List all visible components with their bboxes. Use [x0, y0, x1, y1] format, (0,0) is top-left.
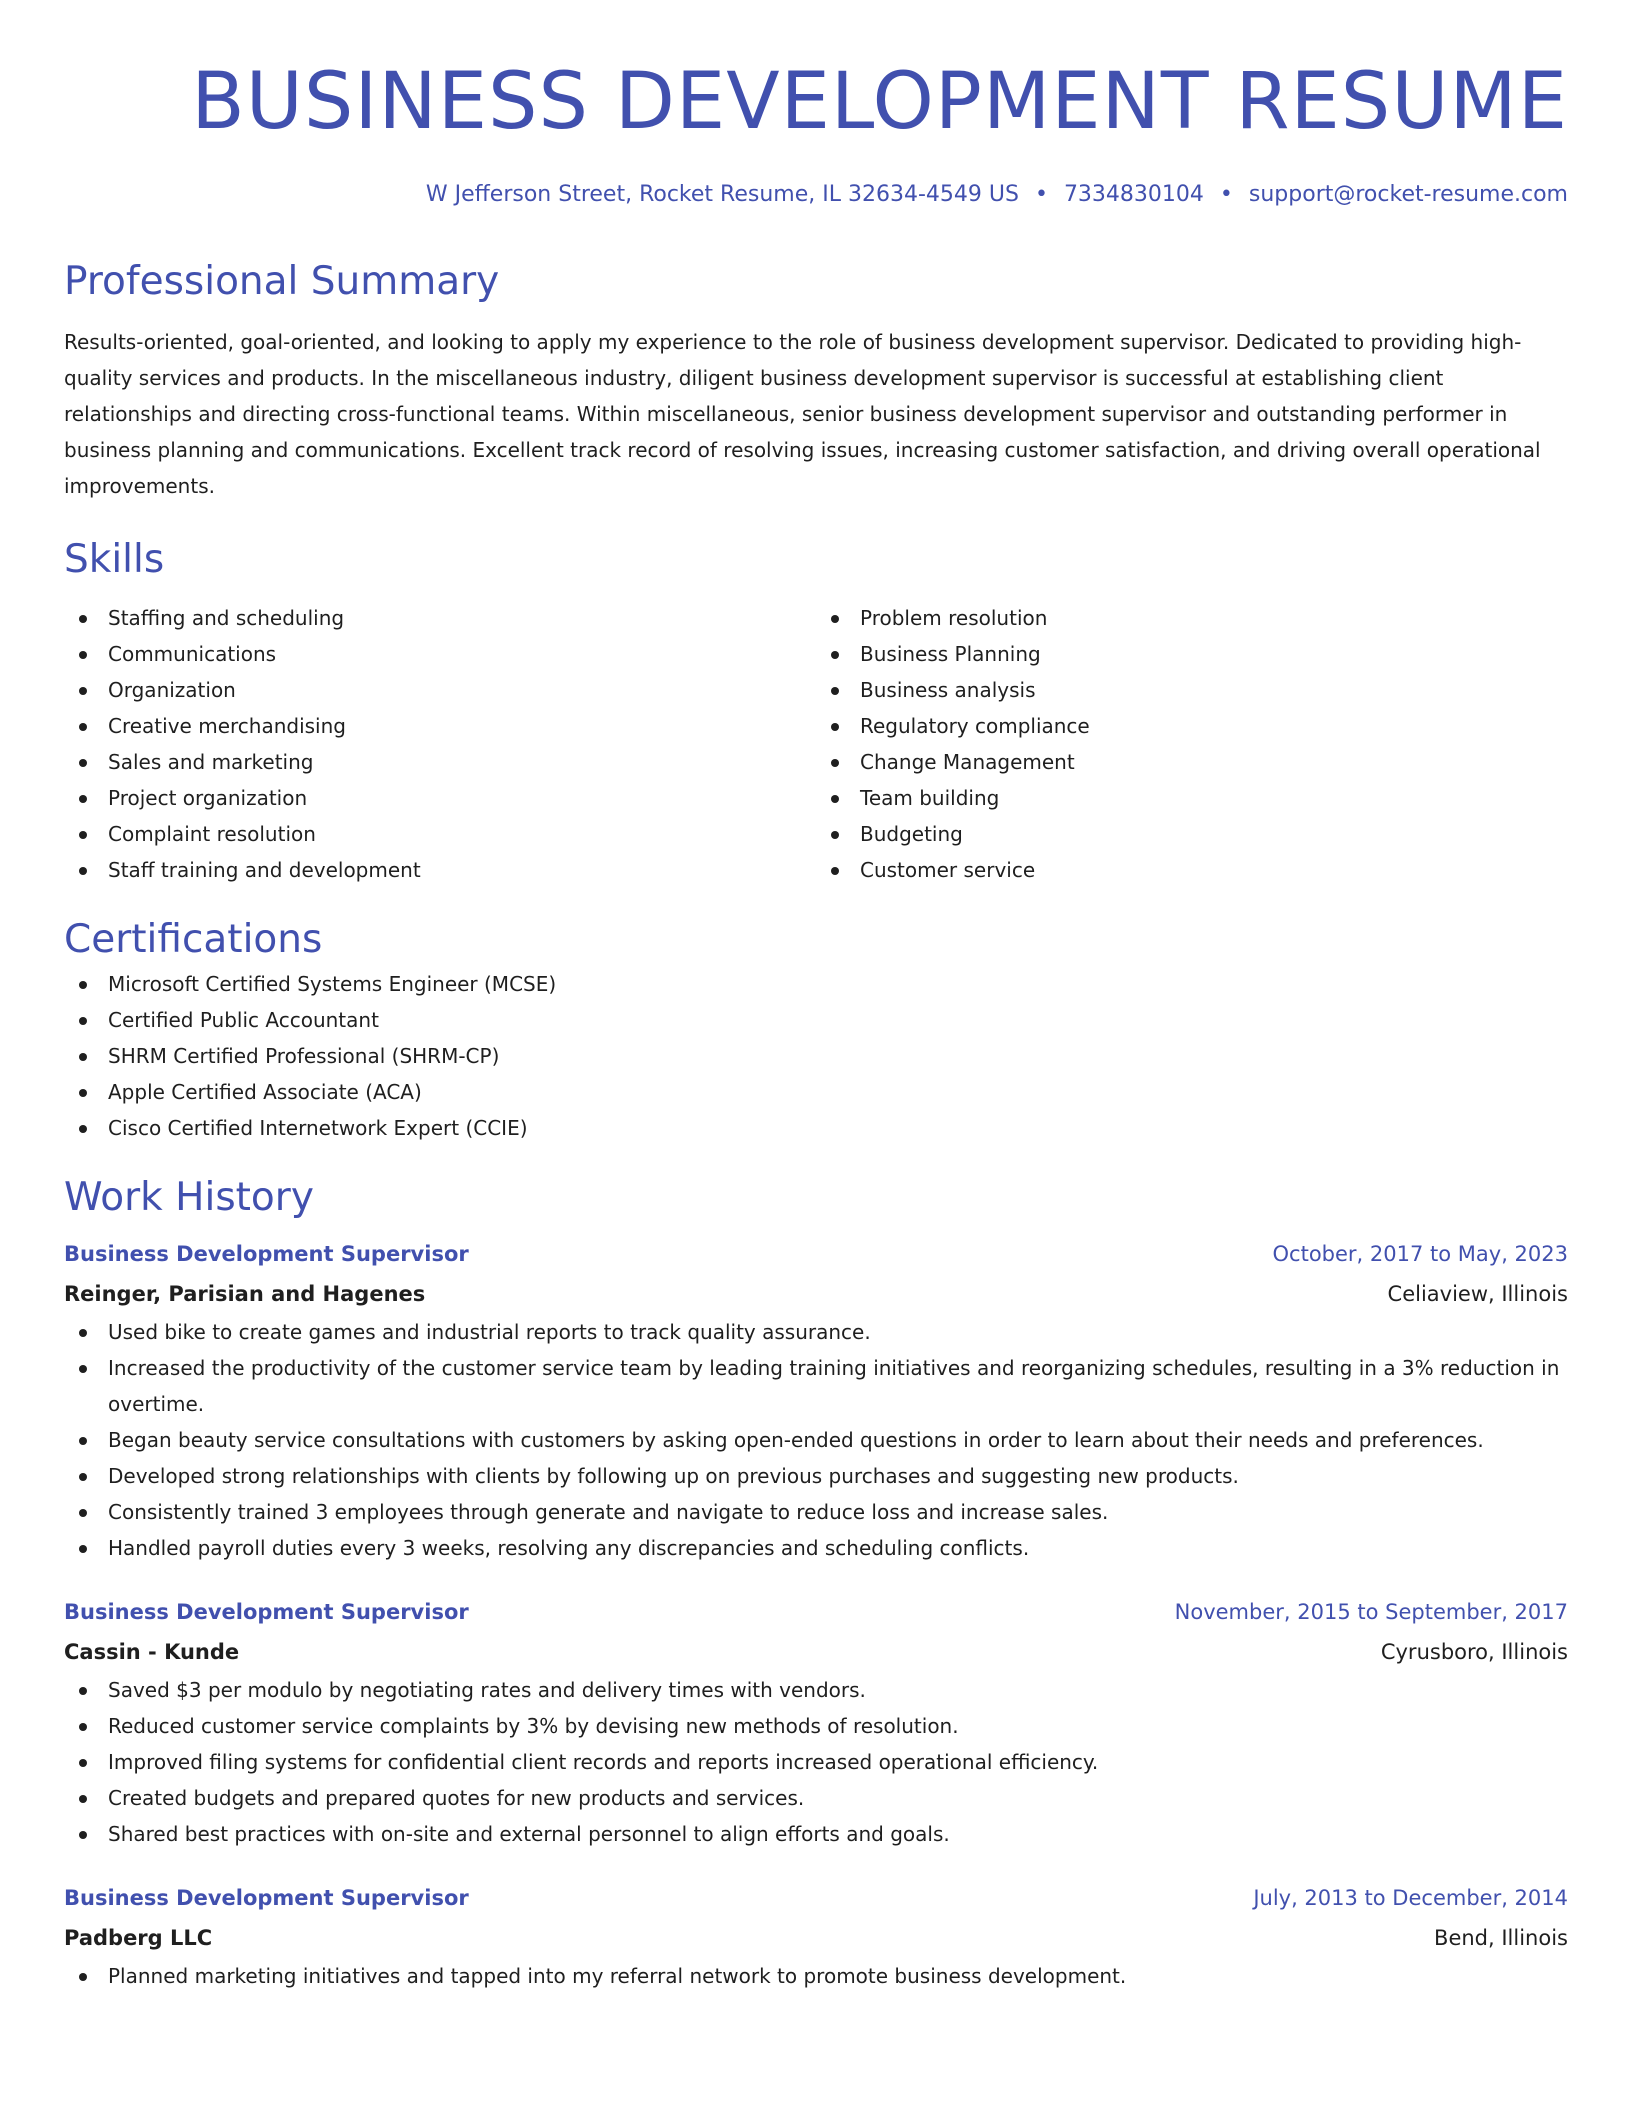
skills-heading: Skills: [64, 537, 165, 582]
bullet-icon: [831, 723, 839, 731]
certifications-list: [64, 966, 1568, 1146]
summary-text: Results-oriented, goal-oriented, and looking to apply my experience to the role of business development supervisor. Dedicated to providing high-quality services and products. In the miscellaneous industry, diligent business development supervisor is successful at establishing client relationships and directing cross-functional teams. Within miscellaneous, senior business development supervisor and outstanding performer in business planning and communications. Excellent track record of resolving issues, increasing customer satisfaction, and driving overall operational improvements.: [64, 330, 1541, 498]
skills-column-right: [816, 600, 1568, 888]
resume-page: [64, 0, 1568, 1994]
job-duties-list: [64, 1958, 1568, 1994]
bullet-icon: [831, 687, 839, 695]
skill-item: Budgeting: [816, 816, 1568, 852]
skill-item: Sales and marketing: [64, 744, 816, 780]
summary-heading: Professional Summary: [64, 259, 500, 304]
bullet-icon: [79, 1053, 87, 1061]
job-header-row: [64, 1592, 1568, 1632]
bullet-icon: [79, 723, 87, 731]
skills-list-left: [64, 600, 816, 888]
job-dates: November, 2015 to September, 2017: [1174, 1600, 1568, 1624]
bullet-icon: [831, 615, 839, 623]
bullet-icon: [79, 1125, 87, 1133]
bullet-icon: [79, 1437, 87, 1445]
job-location: Cyrusboro, Illinois: [1380, 1640, 1568, 1664]
bullet-icon: [79, 1831, 87, 1839]
job-duty-item: Shared best practices with on-site and external personnel to align efforts and goals.: [64, 1816, 1568, 1852]
bullet-icon: [79, 1473, 87, 1481]
bullet-icon: [79, 867, 87, 875]
resume-title: BUSINESS DEVELOPMENT RESUME: [191, 57, 1568, 147]
bullet-icon: [79, 831, 87, 839]
skill-item: Regulatory compliance: [816, 708, 1568, 744]
job-duty-item: Saved $3 per modulo by negotiating rates and delivery times with vendors.: [64, 1672, 1568, 1708]
skill-item: Team building: [816, 780, 1568, 816]
job-company: Padberg LLC: [64, 1926, 213, 1950]
job-duties-list: [64, 1672, 1568, 1852]
contact-email: support@rocket-resume.com: [1248, 182, 1568, 207]
job-header-row: [64, 1234, 1568, 1274]
job-location: Celiaview, Illinois: [1387, 1282, 1568, 1306]
job-duty-item: Used bike to create games and industrial reports to track quality assurance.: [64, 1314, 1568, 1350]
bullet-icon: [79, 759, 87, 767]
skill-item: Staffing and scheduling: [64, 600, 816, 636]
bullet-icon: [79, 1365, 87, 1373]
certification-item: Certified Public Accountant: [64, 1002, 1568, 1038]
contact-separator: •: [1219, 182, 1233, 207]
job-dates: October, 2017 to May, 2023: [1272, 1242, 1568, 1266]
skill-item: Project organization: [64, 780, 816, 816]
certification-item: Apple Certified Associate (ACA): [64, 1074, 1568, 1110]
job-company: Reinger, Parisian and Hagenes: [64, 1282, 426, 1306]
bullet-icon: [79, 651, 87, 659]
contact-address: W Jefferson Street, Rocket Resume, IL 32634-4549 US: [425, 182, 1019, 207]
skills-list-right: [816, 600, 1568, 888]
bullet-icon: [79, 1973, 87, 1981]
bullet-icon: [79, 1545, 87, 1553]
bullet-icon: [79, 1329, 87, 1337]
bullet-icon: [79, 1017, 87, 1025]
bullet-icon: [79, 1723, 87, 1731]
job-company-row: [64, 1632, 1568, 1672]
bullet-icon: [831, 759, 839, 767]
skill-item: Creative merchandising: [64, 708, 816, 744]
job-duties-list: [64, 1314, 1568, 1566]
contact-phone: 7334830104: [1063, 182, 1204, 207]
job-duty-item: Began beauty service consultations with customers by asking open-ended questions in order to learn about their needs and preferences.: [64, 1422, 1568, 1458]
job-company-row: [64, 1274, 1568, 1314]
skill-item: Change Management: [816, 744, 1568, 780]
contact-separator: •: [1034, 182, 1048, 207]
bullet-icon: [831, 831, 839, 839]
contact-line: [64, 180, 1568, 210]
certification-item: Microsoft Certified Systems Engineer (MCSE): [64, 966, 1568, 1002]
certification-item: Cisco Certified Internetwork Expert (CCIE): [64, 1110, 1568, 1146]
bullet-icon: [831, 867, 839, 875]
job-duty-item: Handled payroll duties every 3 weeks, resolving any discrepancies and scheduling conflicts.: [64, 1530, 1568, 1566]
job-entry: [64, 1878, 1568, 1994]
job-duty-item: Created budgets and prepared quotes for new products and services.: [64, 1780, 1568, 1816]
bullet-icon: [79, 1795, 87, 1803]
skills-column-left: [64, 600, 816, 888]
job-company-row: [64, 1918, 1568, 1958]
skill-item: Complaint resolution: [64, 816, 816, 852]
skill-item: Organization: [64, 672, 816, 708]
skill-item: Problem resolution: [816, 600, 1568, 636]
job-duty-item: Increased the productivity of the customer service team by leading training initiatives and reorganizing schedules, resulting in a 3% reduction in overtime.: [64, 1350, 1568, 1422]
bullet-icon: [79, 687, 87, 695]
job-duty-item: Consistently trained 3 employees through generate and navigate to reduce loss and increase sales.: [64, 1494, 1568, 1530]
job-duty-item: Improved filing systems for confidential client records and reports increased operational efficiency.: [64, 1744, 1568, 1780]
job-duty-item: Reduced customer service complaints by 3% by devising new methods of resolution.: [64, 1708, 1568, 1744]
job-duty-item: Developed strong relationships with clients by following up on previous purchases and suggesting new products.: [64, 1458, 1568, 1494]
certification-item: SHRM Certified Professional (SHRM-CP): [64, 1038, 1568, 1074]
skill-item: Staff training and development: [64, 852, 816, 888]
skill-item: Communications: [64, 636, 816, 672]
skills-grid: [64, 600, 1568, 888]
bullet-icon: [79, 615, 87, 623]
job-title: Business Development Supervisor: [64, 1600, 469, 1624]
job-location: Bend, Illinois: [1434, 1926, 1568, 1950]
bullet-icon: [79, 795, 87, 803]
job-dates: July, 2013 to December, 2014: [1253, 1886, 1568, 1910]
bullet-icon: [79, 1687, 87, 1695]
job-title: Business Development Supervisor: [64, 1886, 469, 1910]
job-entry: [64, 1234, 1568, 1566]
job-company: Cassin - Kunde: [64, 1640, 240, 1664]
job-duty-item: Planned marketing initiatives and tapped into my referral network to promote business development.: [64, 1958, 1568, 1994]
skill-item: Customer service: [816, 852, 1568, 888]
bullet-icon: [831, 651, 839, 659]
work-history-heading: Work History: [64, 1175, 314, 1220]
bullet-icon: [831, 795, 839, 803]
certifications-heading: Certifications: [64, 917, 323, 962]
bullet-icon: [79, 981, 87, 989]
job-title: Business Development Supervisor: [64, 1242, 469, 1266]
skill-item: Business analysis: [816, 672, 1568, 708]
bullet-icon: [79, 1089, 87, 1097]
skill-item: Business Planning: [816, 636, 1568, 672]
bullet-icon: [79, 1759, 87, 1767]
job-entry: [64, 1592, 1568, 1852]
bullet-icon: [79, 1509, 87, 1517]
job-header-row: [64, 1878, 1568, 1918]
